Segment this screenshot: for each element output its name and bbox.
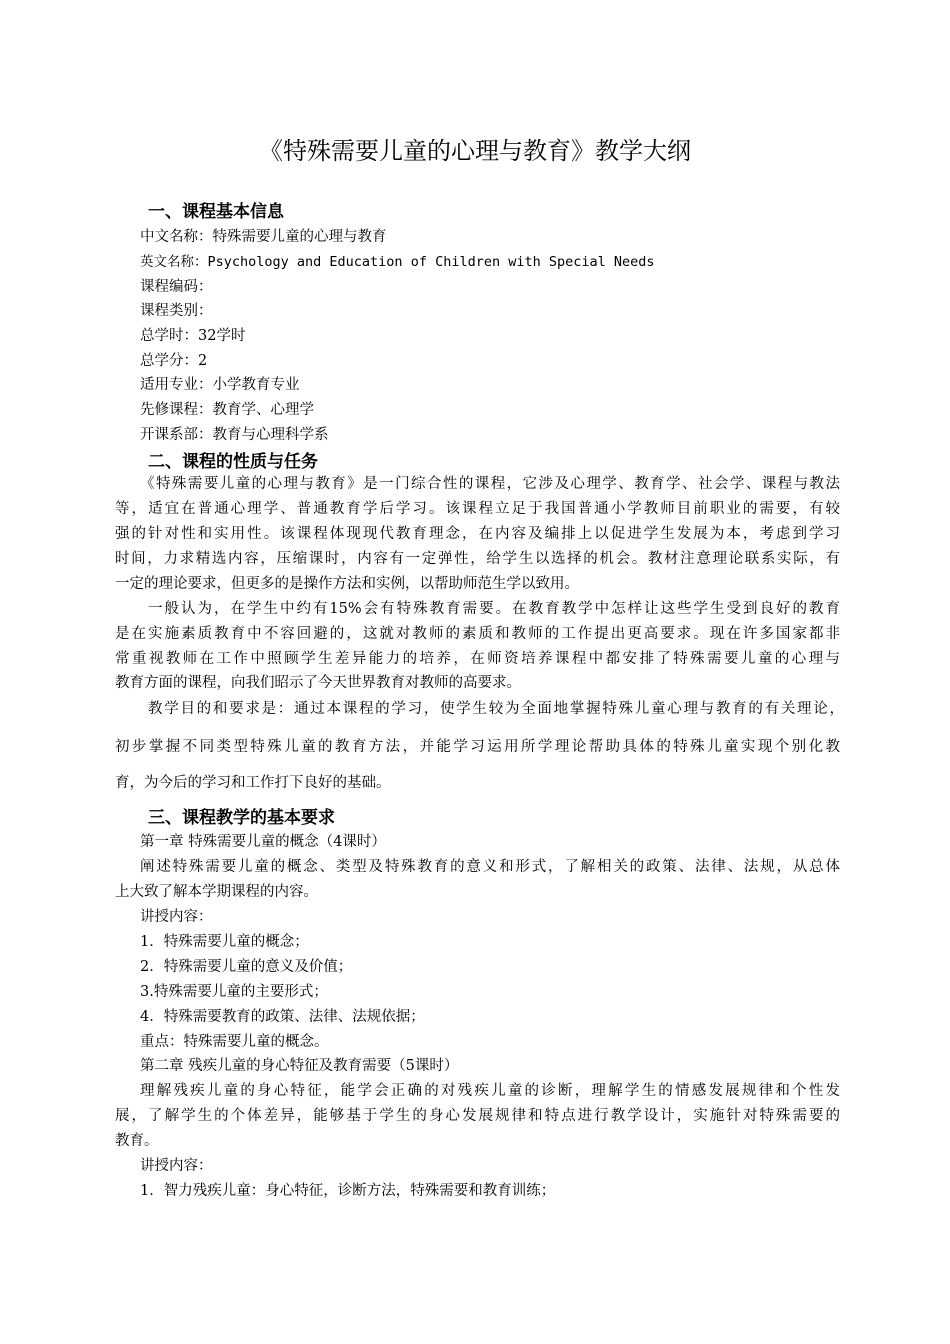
paragraph-line: 阐述特殊需要儿童的概念、类型及特殊教育的意义和形式，了解相关的政策、法律、法规，从总体 bbox=[140, 859, 840, 875]
paragraph-line: 是在实施素质教育中不容回避的，这就对教师的素质和教师的工作提出更高要求。现在许多国家都非 bbox=[115, 626, 840, 642]
list-item: 2．特殊需要儿童的意义及价值； bbox=[140, 959, 353, 975]
section-heading-basic-info: 一、课程基本信息 bbox=[148, 202, 284, 222]
chapter-1-title: 第一章 特殊需要儿童的概念（4课时） bbox=[140, 834, 386, 850]
paragraph-line: 上大致了解本学期课程的内容。 bbox=[115, 884, 318, 900]
section-heading-requirements: 三、课程教学的基本要求 bbox=[148, 808, 335, 828]
prerequisites-line: 先修课程：教育学、心理学 bbox=[140, 402, 314, 418]
major-line: 适用专业：小学教育专业 bbox=[140, 377, 300, 393]
paragraph-line: 教学目的和要求是：通过本课程的学习，使学生较为全面地掌握特殊儿童心理与教育的有关理论， bbox=[148, 701, 844, 717]
total-credits-line: 总学分：2 bbox=[140, 353, 208, 369]
paragraph-line: 初步掌握不同类型特殊儿童的教育方法，并能学习运用所学理论帮助具体的特殊儿童实现个别化教 bbox=[115, 739, 840, 755]
course-category-line: 课程类别： bbox=[140, 303, 213, 319]
paragraph-line: 育，为今后的学习和工作打下良好的基础。 bbox=[115, 775, 391, 791]
section-heading-nature-tasks: 二、课程的性质与任务 bbox=[148, 452, 318, 472]
paragraph-line: 教育。 bbox=[115, 1133, 159, 1149]
list-item: 4．特殊需要教育的政策、法律、法规依据； bbox=[140, 1009, 425, 1025]
course-code-line: 课程编码： bbox=[140, 279, 213, 295]
chapter-1-focus: 重点：特殊需要儿童的概念。 bbox=[140, 1034, 329, 1050]
paragraph-line: 一定的理论要求，但更多的是操作方法和实例，以帮助师范生学以致用。 bbox=[115, 576, 579, 592]
paragraph-line: 《特殊需要儿童的心理与教育》是一门综合性的课程，它涉及心理学、教育学、社会学、课程与教法 bbox=[140, 476, 840, 492]
paragraph-line: 时间，力求精选内容，压缩课时，内容有一定弹性，给学生以选择的机会。教材注意理论联系实际，有 bbox=[115, 551, 840, 567]
list-item: 3.特殊需要儿童的主要形式； bbox=[140, 984, 328, 1000]
chapter-2-title: 第二章 残疾儿童的身心特征及教育需要（5课时） bbox=[140, 1058, 459, 1074]
paragraph-line: 常重视教师在工作中照顾学生差异能力的培养，在师资培养课程中都安排了特殊需要儿童的心理与 bbox=[115, 651, 840, 667]
paragraph-line: 一般认为，在学生中约有15%会有特殊教育需要。在教育教学中怎样让这些学生受到良好的教育 bbox=[148, 601, 840, 617]
list-item: 1．智力残疾儿童：身心特征，诊断方法，特殊需要和教育训练； bbox=[140, 1183, 556, 1199]
chinese-name-line: 中文名称：特殊需要儿童的心理与教育 bbox=[140, 229, 387, 245]
list-item: 1．特殊需要儿童的概念； bbox=[140, 934, 309, 950]
paragraph-line: 理解残疾儿童的身心特征，能学会正确的对残疾儿童的诊断，理解学生的情感发展规律和个性发 bbox=[140, 1083, 840, 1099]
total-hours-line: 总学时：32学时 bbox=[140, 328, 246, 344]
chapter-1-content-label: 讲授内容： bbox=[140, 909, 213, 925]
paragraph-line: 展，了解学生的个体差异，能够基于学生的身心发展规律和特点进行教学设计，实施针对特殊需要的 bbox=[115, 1108, 840, 1124]
paragraph-line: 教育方面的课程，向我们昭示了今天世界教育对教师的高要求。 bbox=[115, 675, 521, 691]
chapter-2-content-label: 讲授内容： bbox=[140, 1158, 213, 1174]
paragraph-line: 等，适宜在普通心理学、普通教育学后学习。该课程立足于我国普通小学教师目前职业的需要，有较 bbox=[115, 501, 840, 517]
english-name-line: 英文名称：Psychology and Education of Children with Special Needs bbox=[140, 254, 655, 270]
document-title: 《特殊需要儿童的心理与教育》教学大纲 bbox=[259, 137, 691, 165]
department-line: 开课系部：教育与心理科学系 bbox=[140, 427, 329, 443]
paragraph-line: 强的针对性和实用性。该课程体现现代教育理念，在内容及编排上以促进学生发展为本，考虑到学习 bbox=[115, 526, 840, 542]
